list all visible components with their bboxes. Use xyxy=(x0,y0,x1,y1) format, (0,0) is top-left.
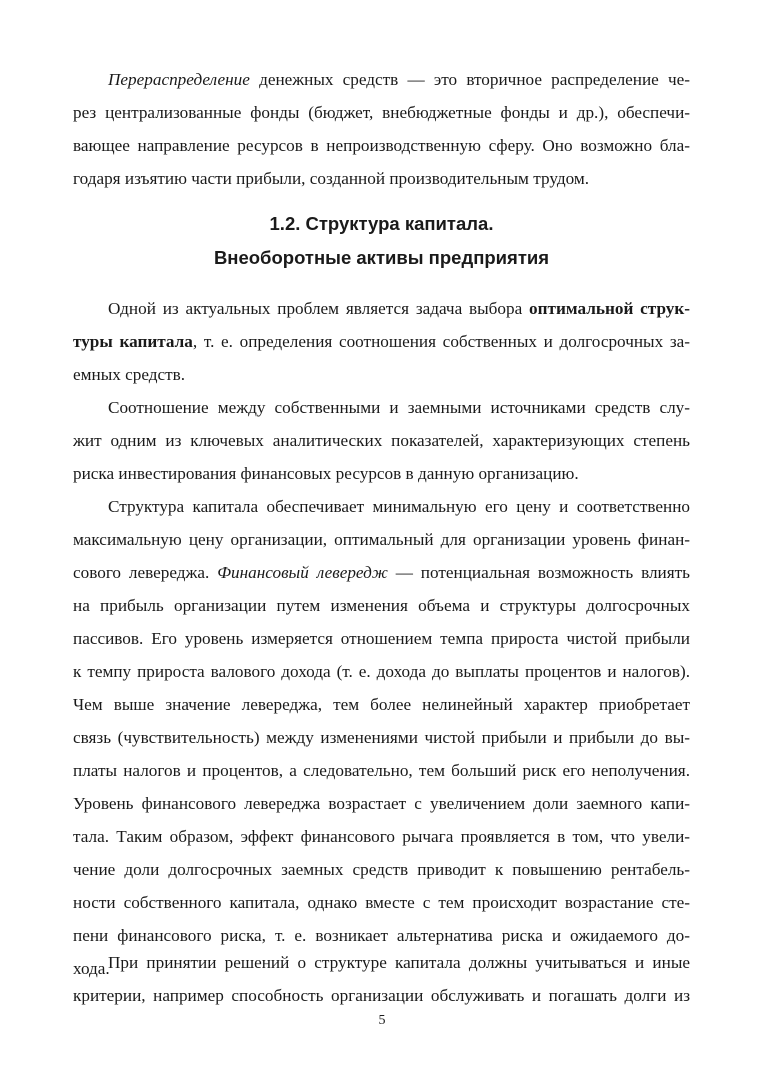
text-line: емных средств. xyxy=(73,365,186,384)
text-line: на прибыль организации путем изменения объема и структуры долгосрочных xyxy=(73,596,690,615)
text-line: критерии, например способность организации обслуживать и погашать долги из xyxy=(73,986,690,1005)
text-line: риска инвестирования финансовых ресурсов в данную организацию. xyxy=(73,464,579,483)
text-line: к темпу прироста валового дохода (т. е. дохода до выплаты процентов и налогов). xyxy=(73,662,690,681)
text-line: хода. xyxy=(73,959,110,978)
text-line: Одной из актуальных проблем является задача выбора оптимальной струк- xyxy=(108,299,690,318)
text-line: вающее направление ресурсов в непроизводственную сферу. Оно возможно бла- xyxy=(73,136,690,155)
text-line: туры капитала, т. е. определения соотношения собственных и долгосрочных за- xyxy=(73,332,690,351)
text-line: Перераспределение денежных средств — это вторичное распределение че- xyxy=(108,70,690,89)
text-line: сового левереджа. Финансовый левередж — потенциальная возможность влиять xyxy=(73,563,691,582)
term-italic: Финансовый левередж xyxy=(217,563,388,582)
text-line: тала. Таким образом, эффект финансового рычага проявляется в том, что увели- xyxy=(73,827,690,846)
text-line: рез централизованные фонды (бюджет, внебюджетные фонды и др.), обеспечи- xyxy=(73,103,690,122)
text-line: Уровень финансового левереджа возрастает с увеличением доли заемного капи- xyxy=(73,794,690,813)
text-line: платы налогов и процентов, а следовательно, тем больший риск его неполучения. xyxy=(73,761,690,780)
page-number: 5 xyxy=(378,1013,386,1028)
text-line: Чем выше значение левереджа, тем более нелинейный характер приобретает xyxy=(73,695,690,714)
text-line: пассивов. Его уровень измеряется отношением темпа прироста чистой прибыли xyxy=(73,629,690,648)
text-line: Структура капитала обеспечивает минимальную его цену и соответственно xyxy=(108,497,690,516)
text-line: Соотношение между собственными и заемными источниками средств слу- xyxy=(108,398,690,417)
term-bold: оптимальной струк- xyxy=(529,299,690,318)
term-bold: туры капитала xyxy=(73,332,193,351)
text-line: связь (чувствительность) между изменениями чистой прибыли и прибыли до вы- xyxy=(73,728,690,747)
text-line: максимальную цену организации, оптимальный для организации уровень финан- xyxy=(73,530,690,549)
text-line: ности собственного капитала, однако вместе с тем происходит возрастание сте- xyxy=(73,893,690,912)
term-italic: Перераспределение xyxy=(108,70,250,89)
text-line: годаря изъятию части прибыли, созданной производительным трудом. xyxy=(73,169,590,188)
section-heading-line-1: 1.2. Структура капитала. xyxy=(269,213,494,234)
text-line: При принятии решений о структуре капитала должны учитываться и иные xyxy=(108,953,690,972)
text-line: чение доли долгосрочных заемных средств приводит к повышению рентабель- xyxy=(73,860,690,879)
section-heading-line-2: Внеоборотные активы предприятия xyxy=(213,247,550,268)
text-line: пени финансового риска, т. е. возникает альтернатива риска и ожидаемого до- xyxy=(73,926,690,945)
text-line: жит одним из ключевых аналитических показателей, характеризующих степень xyxy=(73,431,690,450)
